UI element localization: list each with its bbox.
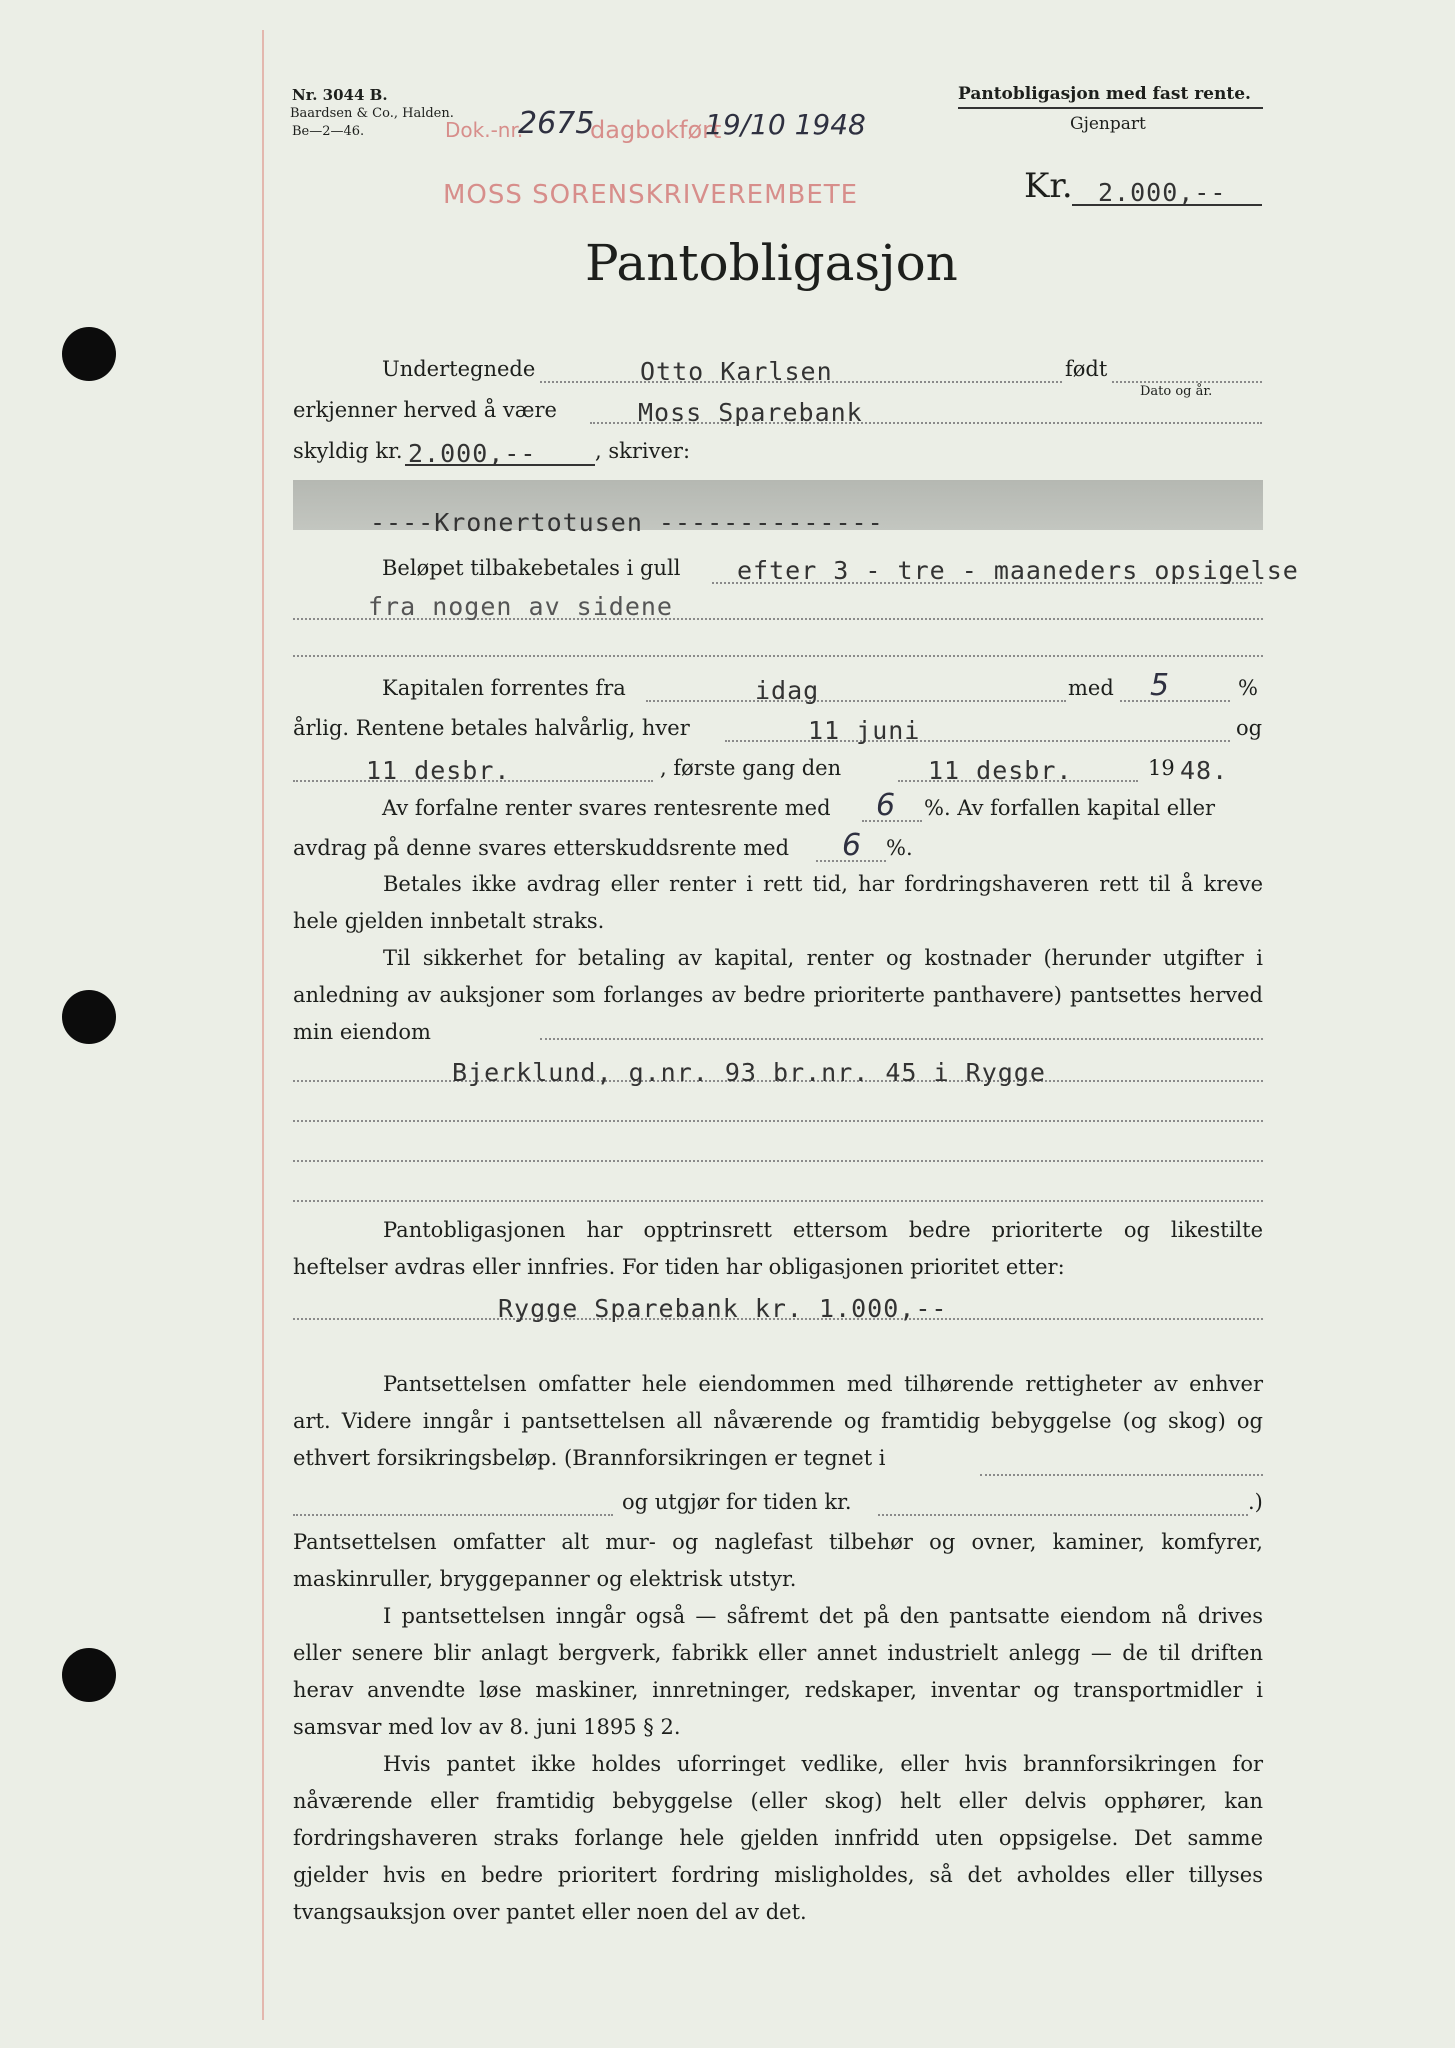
utgjor-label: og utgjør for tiden kr. (622, 1490, 852, 1514)
percent-sign: % (1238, 676, 1258, 700)
form-type: Pantobligasjon med fast rente. (958, 84, 1251, 104)
print-code: Be—2—46. (292, 124, 365, 139)
date2-value: 11 desbr. (366, 756, 511, 785)
skriver-label: , skriver: (595, 439, 691, 463)
margin-line (262, 30, 264, 2020)
amount-underline (1072, 204, 1262, 206)
skyldig-label: skyldig kr. (293, 439, 403, 463)
utgjor-close: .) (1248, 1490, 1263, 1514)
repayment-value-2: fra nogen av sidene (368, 592, 673, 621)
punch-hole (62, 327, 116, 381)
skyldig-value: 2.000,-- (408, 439, 537, 468)
med-label: med (1068, 676, 1114, 700)
from-value: idag (755, 676, 820, 705)
erkjenner-value: Moss Sparebank (638, 398, 863, 427)
avdrag-suffix: %. (886, 836, 913, 860)
form-type-underline (958, 107, 1263, 109)
security-paragraph: Til sikkerhet for betaling av kapital, renter og kostnader (herunder utgifter i anledning av auksjoner som forlanges av bedre prioriterte panthavere) pantsettes herved min eiendom (293, 946, 1263, 1044)
form-number: Nr. 3044 B. (292, 86, 388, 104)
printer-name: Baardsen & Co., Halden. (290, 106, 454, 121)
amount-prefix: Kr. (1024, 166, 1073, 206)
dagbokfort-date: 19/10 1948 (705, 108, 866, 141)
punch-hole (62, 1648, 116, 1702)
dato-label: Dato og år. (1140, 384, 1213, 399)
amount-words: ----Kronertotusen -------------- (370, 508, 884, 537)
property-value: Bjerklund, g.nr. 93 br.nr. 45 i Rygge (452, 1058, 1046, 1087)
renter-suffix: %. Av forfallen kapital eller (924, 796, 1216, 820)
undertegnede-label: Undertegnede (382, 357, 536, 381)
renter-label: Av forfalne renter svares rentesrente med (382, 796, 831, 820)
dagbokfort-label: dagbokført (590, 116, 722, 144)
priority-value: Rygge Sparebank kr. 1.000,-- (498, 1294, 948, 1323)
fixtures-paragraph: Pantsettelsen omfatter alt mur- og naglefast tilbehør og ovner, kaminer, komfyrer, maskinruller, bryggepanner og elektrisk utstyr. (293, 1530, 1263, 1591)
date1-value: 11 juni (808, 716, 921, 745)
avdrag-value: 6 (842, 828, 862, 863)
doc-number: 2675 (518, 106, 595, 141)
fodt-label: født (1065, 357, 1108, 381)
year-prefix: 19 (1148, 756, 1175, 780)
undertegnede-value: Otto Karlsen (640, 357, 833, 386)
maintenance-paragraph: Hvis pantet ikke holdes uforringet vedlike, eller hvis brannforsikringen for nåværende eller framtidig bebyggelse (eller skog) helt eller delvis opphører, kan fordringshaveren straks forlange hele gjelden innfridd uten oppsigelse. Det samme gjelder hvis en bedre prioritert fordring misligholdes, så det avholdes eller tillyses tvangsauksjon over pantet eller noen del av det. (293, 1752, 1263, 1924)
forste-label: , første gang den (660, 756, 842, 780)
default-terms-paragraph: Betales ikke avdrag eller renter i rett tid, har fordringshaveren rett til å kreve hele gjelden innbetalt straks. (293, 872, 1263, 933)
repayment-value-1: efter 3 - tre - maaneders opsigelse (737, 556, 1299, 585)
punch-hole (62, 990, 116, 1044)
repayment-label: Beløpet tilbakebetales i gull (382, 556, 681, 580)
scope-paragraph: Pantsettelsen omfatter hele eiendommen med tilhørende rettigheter av enhver art. Videre inngår i pantsettelsen all nåværende og framtidig bebyggelse (og skog) og ethvert forsikringsbeløp. (Brannforsikringen er tegnet i (293, 1372, 1263, 1470)
priority-paragraph: Pantobligasjonen har opptrinsrett ettersom bedre prioriterte og likestilte heftelser avdras eller innfries. For tiden har obligasjonen prioritet etter: (293, 1218, 1263, 1279)
year-value: 48. (1180, 756, 1229, 785)
og-label: og (1236, 716, 1263, 740)
erkjenner-label: erkjenner herved å være (293, 398, 557, 422)
first-value: 11 desbr. (928, 756, 1073, 785)
arlig-label: årlig. Rentene betales halvårlig, hver (293, 716, 690, 740)
renter-value: 6 (876, 788, 896, 823)
rate-value: 5 (1150, 668, 1170, 703)
avdrag-label: avdrag på denne svares etterskuddsrente med (293, 836, 790, 860)
kapitalen-label: Kapitalen forrentes fra (382, 676, 626, 700)
industrial-paragraph: I pantsettelsen inngår også — såfremt det på den pantsatte eiendom nå drives eller senere blir anlagt bergverk, fabrikk eller annet industrielt anlegg — de til driften herav anvendte løse maskiner, innretninger, redskaper, inventar og transportmidler i samsvar med lov av 8. juni 1895 § 2. (293, 1604, 1263, 1739)
office-stamp: MOSS SORENSKRIVEREMBETE (443, 180, 859, 210)
copy-label: Gjenpart (1070, 114, 1146, 134)
doc-number-label: Dok.-nr. (445, 118, 524, 142)
header-amount: 2.000,-- (1098, 178, 1227, 207)
page-title: Pantobligasjon (585, 234, 958, 292)
